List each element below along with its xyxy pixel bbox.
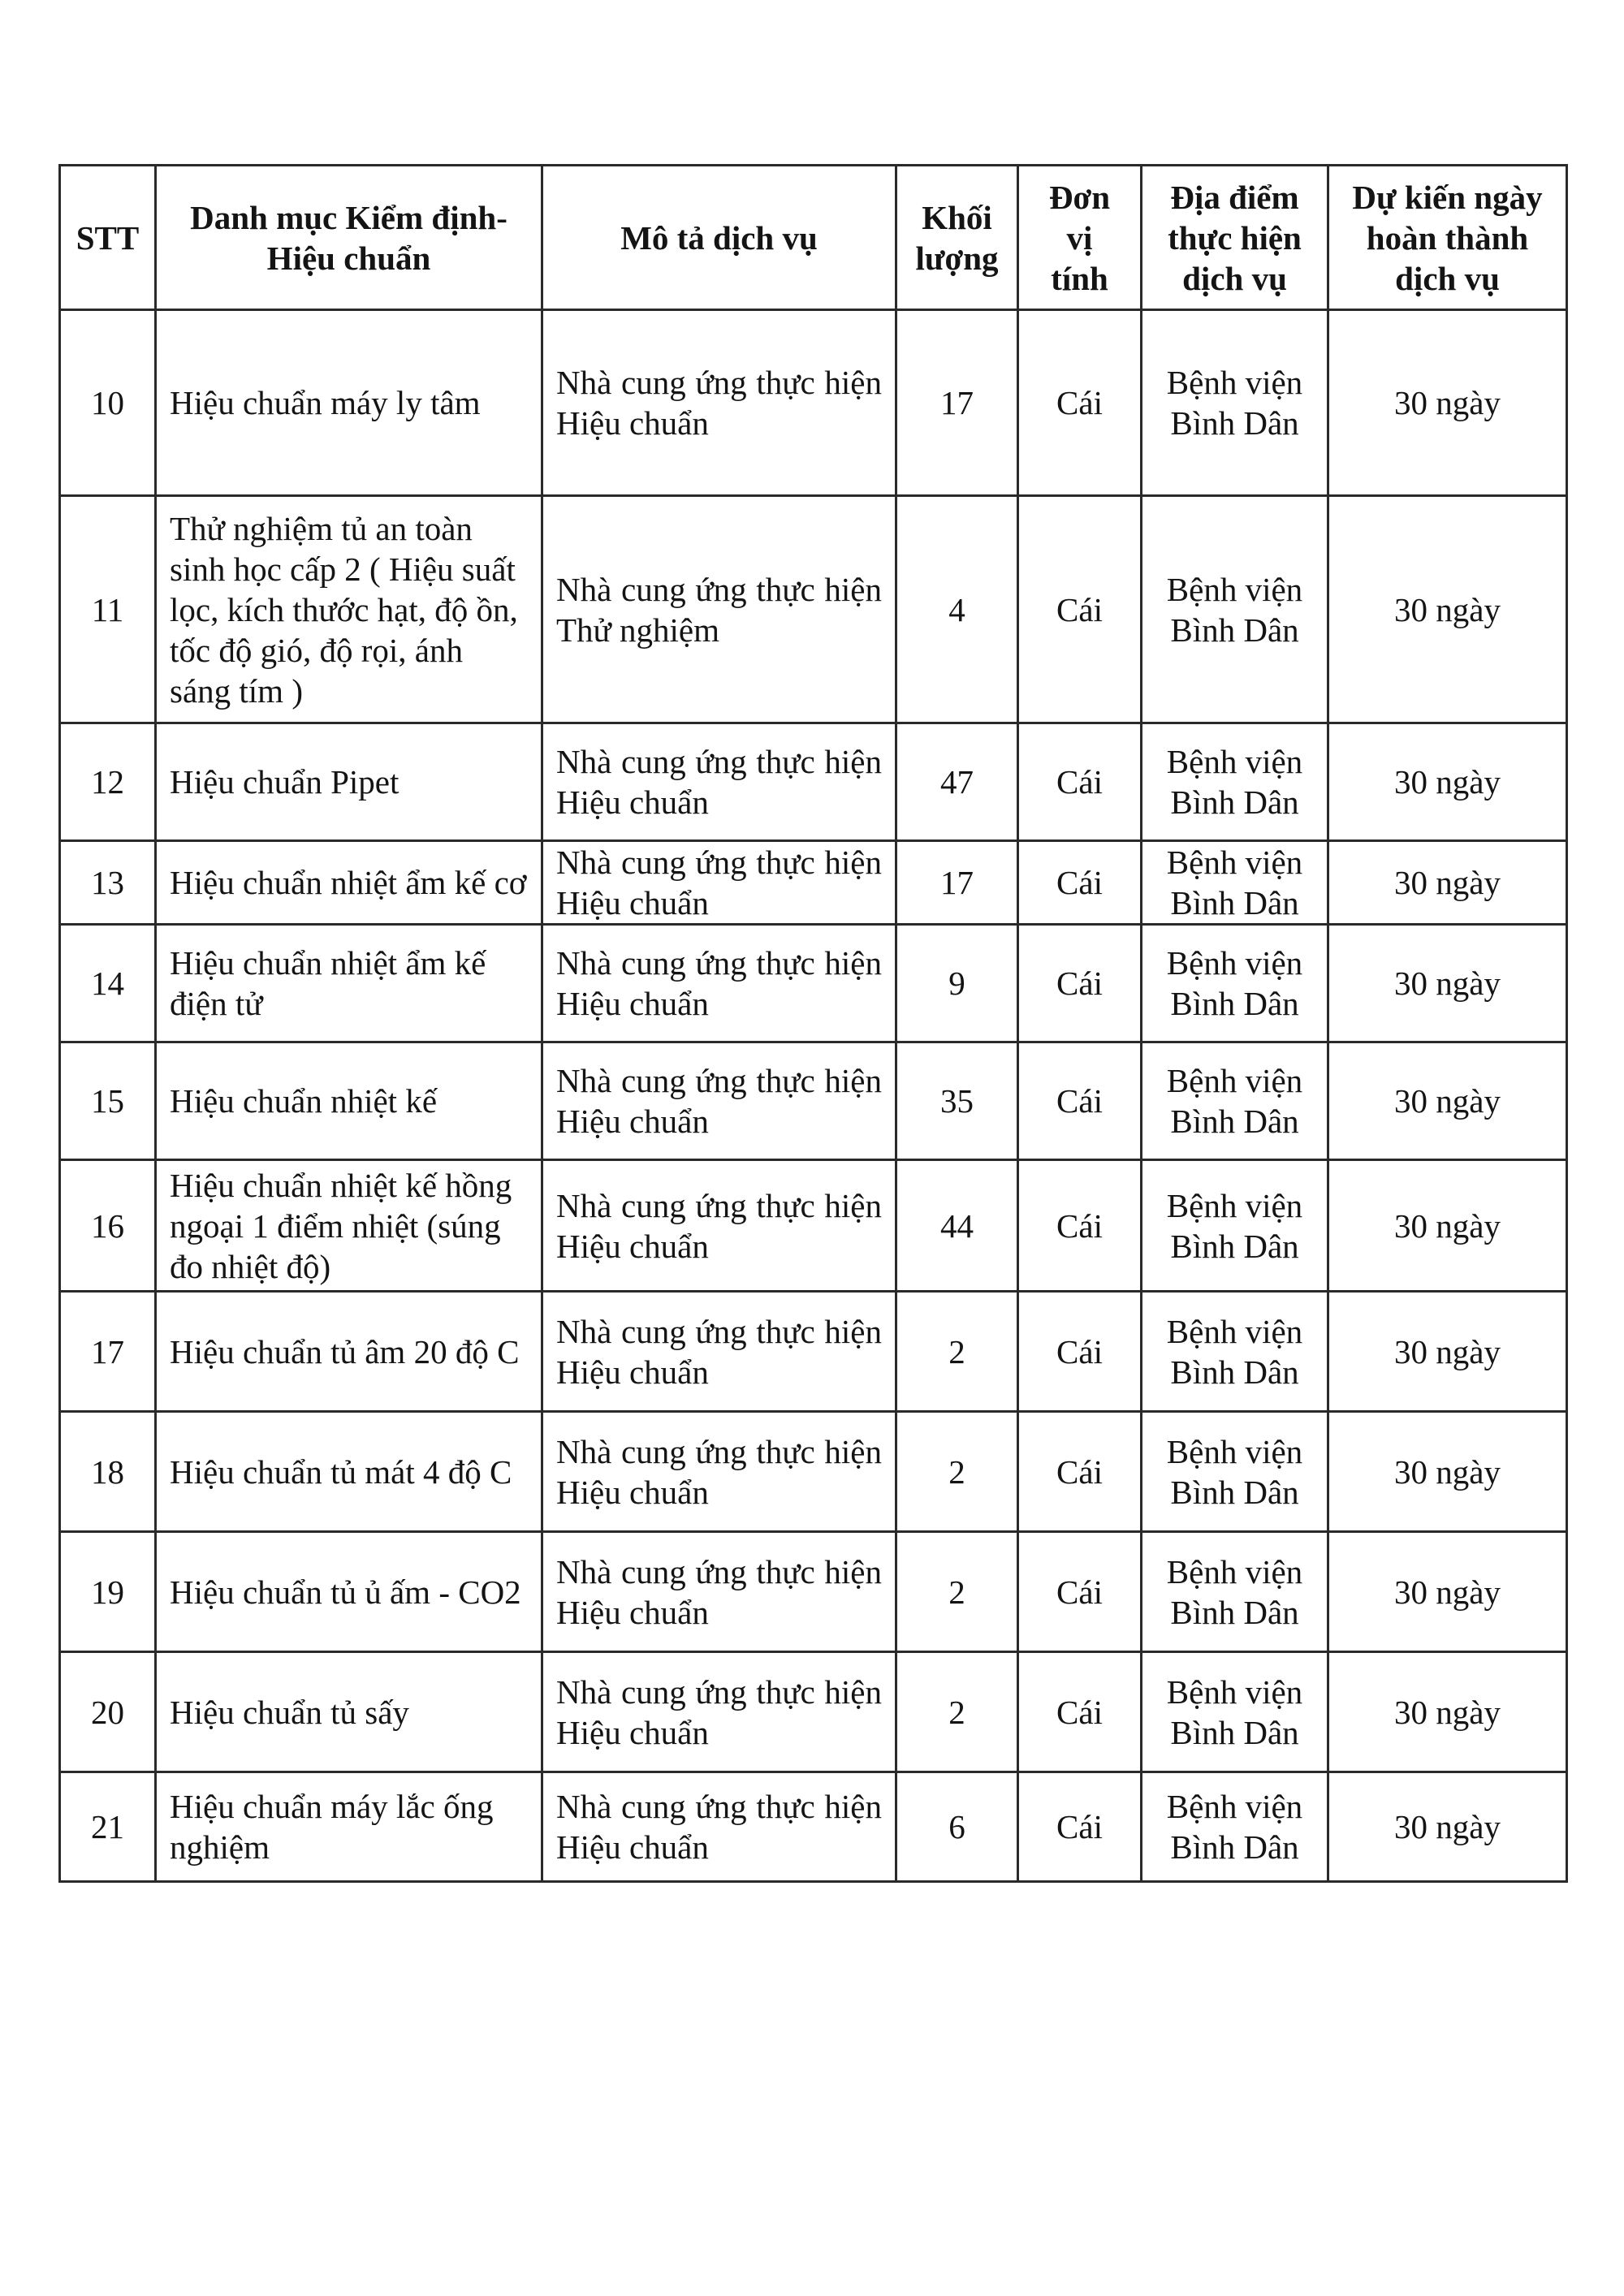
row-number: 19	[60, 1532, 156, 1652]
row-unit: Cái	[1018, 723, 1142, 841]
row-location: Bệnh viện Bình Dân	[1142, 1412, 1328, 1532]
row-number: 11	[60, 496, 156, 723]
table-row	[60, 1042, 1567, 1160]
row-completion: 30 ngày	[1328, 841, 1567, 925]
row-location: Bệnh viện Bình Dân	[1142, 925, 1328, 1042]
row-number: 21	[60, 1772, 156, 1882]
header-location: Địa điểm thực hiện dịch vụ	[1142, 166, 1328, 310]
row-completion: 30 ngày	[1328, 1160, 1567, 1292]
row-location: Bệnh viện Bình Dân	[1142, 1772, 1328, 1882]
table-row	[60, 1412, 1567, 1532]
row-category: Hiệu chuẩn Pipet	[156, 723, 542, 841]
header-completion: Dự kiến ngày hoàn thành dịch vụ	[1328, 166, 1567, 310]
row-quantity: 35	[896, 1042, 1018, 1160]
header-stt: STT	[60, 166, 156, 310]
row-completion: 30 ngày	[1328, 925, 1567, 1042]
row-unit: Cái	[1018, 1042, 1142, 1160]
row-number: 14	[60, 925, 156, 1042]
row-unit: Cái	[1018, 1652, 1142, 1772]
row-description: Nhà cung ứng thực hiện Hiệu chuẩn	[542, 723, 896, 841]
row-quantity: 4	[896, 496, 1018, 723]
row-location: Bệnh viện Bình Dân	[1142, 1292, 1328, 1412]
row-description: Nhà cung ứng thực hiện Hiệu chuẩn	[542, 1772, 896, 1882]
header-description: Mô tả dịch vụ	[542, 166, 896, 310]
table-row	[60, 723, 1567, 841]
row-quantity: 17	[896, 841, 1018, 925]
row-location: Bệnh viện Bình Dân	[1142, 1042, 1328, 1160]
row-unit: Cái	[1018, 496, 1142, 723]
table-row	[60, 1292, 1567, 1412]
row-description: Nhà cung ứng thực hiện Hiệu chuẩn	[542, 1160, 896, 1292]
row-category: Thử nghiệm tủ an toàn sinh học cấp 2 ( Hiệu suất lọc, kích thước hạt, độ ồn, tốc độ gió, độ rọi, ánh sáng tím )	[156, 496, 542, 723]
row-completion: 30 ngày	[1328, 1772, 1567, 1882]
row-unit: Cái	[1018, 1160, 1142, 1292]
row-unit: Cái	[1018, 841, 1142, 925]
row-completion: 30 ngày	[1328, 1292, 1567, 1412]
row-unit: Cái	[1018, 310, 1142, 496]
table-row	[60, 310, 1567, 496]
row-completion: 30 ngày	[1328, 310, 1567, 496]
row-description: Nhà cung ứng thực hiện Hiệu chuẩn	[542, 1412, 896, 1532]
row-completion: 30 ngày	[1328, 496, 1567, 723]
table-row	[60, 1652, 1567, 1772]
table-row	[60, 496, 1567, 723]
row-location: Bệnh viện Bình Dân	[1142, 1652, 1328, 1772]
row-category: Hiệu chuẩn tủ ủ ấm - CO2	[156, 1532, 542, 1652]
row-quantity: 9	[896, 925, 1018, 1042]
row-quantity: 17	[896, 310, 1018, 496]
row-unit: Cái	[1018, 1292, 1142, 1412]
row-description: Nhà cung ứng thực hiện Thử nghiệm	[542, 496, 896, 723]
row-unit: Cái	[1018, 1412, 1142, 1532]
row-description: Nhà cung ứng thực hiện Hiệu chuẩn	[542, 841, 896, 925]
row-unit: Cái	[1018, 925, 1142, 1042]
row-number: 15	[60, 1042, 156, 1160]
row-location: Bệnh viện Bình Dân	[1142, 1160, 1328, 1292]
row-location: Bệnh viện Bình Dân	[1142, 310, 1328, 496]
header-row	[60, 166, 1567, 310]
row-category: Hiệu chuẩn máy ly tâm	[156, 310, 542, 496]
row-quantity: 2	[896, 1292, 1018, 1412]
row-quantity: 44	[896, 1160, 1018, 1292]
row-description: Nhà cung ứng thực hiện Hiệu chuẩn	[542, 1042, 896, 1160]
row-completion: 30 ngày	[1328, 1532, 1567, 1652]
table-row	[60, 1532, 1567, 1652]
row-category: Hiệu chuẩn tủ mát 4 độ C	[156, 1412, 542, 1532]
row-category: Hiệu chuẩn tủ sấy	[156, 1652, 542, 1772]
row-description: Nhà cung ứng thực hiện Hiệu chuẩn	[542, 1532, 896, 1652]
header-unit: Đơn vị tính	[1018, 166, 1142, 310]
row-completion: 30 ngày	[1328, 1042, 1567, 1160]
row-unit: Cái	[1018, 1532, 1142, 1652]
row-number: 17	[60, 1292, 156, 1412]
row-location: Bệnh viện Bình Dân	[1142, 841, 1328, 925]
row-description: Nhà cung ứng thực hiện Hiệu chuẩn	[542, 925, 896, 1042]
row-category: Hiệu chuẩn nhiệt kế hồng ngoại 1 điểm nhiệt (súng đo nhiệt độ)	[156, 1160, 542, 1292]
row-number: 12	[60, 723, 156, 841]
row-description: Nhà cung ứng thực hiện Hiệu chuẩn	[542, 1652, 896, 1772]
row-completion: 30 ngày	[1328, 1652, 1567, 1772]
row-number: 20	[60, 1652, 156, 1772]
row-number: 16	[60, 1160, 156, 1292]
row-description: Nhà cung ứng thực hiện Hiệu chuẩn	[542, 1292, 896, 1412]
row-location: Bệnh viện Bình Dân	[1142, 1532, 1328, 1652]
row-description: Nhà cung ứng thực hiện Hiệu chuẩn	[542, 310, 896, 496]
row-completion: 30 ngày	[1328, 1412, 1567, 1532]
row-category: Hiệu chuẩn máy lắc ống nghiệm	[156, 1772, 542, 1882]
row-quantity: 6	[896, 1772, 1018, 1882]
header-name: Danh mục Kiểm định- Hiệu chuẩn	[156, 166, 542, 310]
row-location: Bệnh viện Bình Dân	[1142, 496, 1328, 723]
service-table	[58, 164, 1568, 1883]
row-number: 18	[60, 1412, 156, 1532]
row-number: 13	[60, 841, 156, 925]
table-row	[60, 841, 1567, 925]
table-row	[60, 925, 1567, 1042]
row-category: Hiệu chuẩn tủ âm 20 độ C	[156, 1292, 542, 1412]
row-quantity: 2	[896, 1532, 1018, 1652]
row-quantity: 47	[896, 723, 1018, 841]
row-category: Hiệu chuẩn nhiệt ẩm kế điện tử	[156, 925, 542, 1042]
table-row	[60, 1160, 1567, 1292]
row-completion: 30 ngày	[1328, 723, 1567, 841]
row-category: Hiệu chuẩn nhiệt ẩm kế cơ	[156, 841, 542, 925]
row-number: 10	[60, 310, 156, 496]
row-location: Bệnh viện Bình Dân	[1142, 723, 1328, 841]
row-category: Hiệu chuẩn nhiệt kế	[156, 1042, 542, 1160]
header-quantity: Khối lượng	[896, 166, 1018, 310]
row-unit: Cái	[1018, 1772, 1142, 1882]
row-quantity: 2	[896, 1652, 1018, 1772]
row-quantity: 2	[896, 1412, 1018, 1532]
table-row	[60, 1772, 1567, 1882]
